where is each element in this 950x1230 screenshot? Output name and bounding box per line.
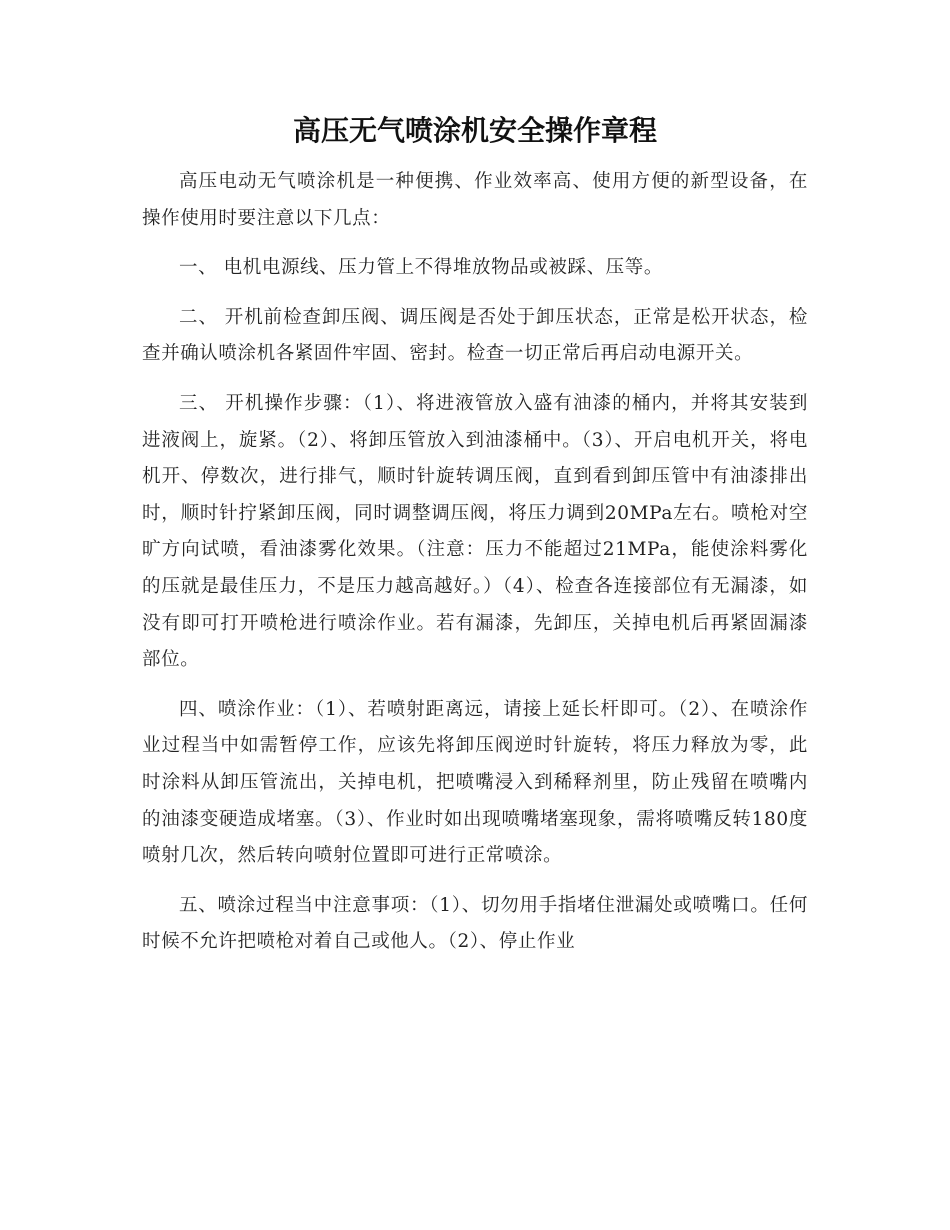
intro-paragraph: 高压电动无气喷涂机是一种便携、作业效率高、使用方便的新型设备，在操作使用时要注意以下几点：	[142, 171, 808, 229]
document-body	[142, 164, 808, 974]
paragraph-item-3: 三、 开机操作步骤：（1）、将进液管放入盛有油漆的桶内，并将其安装到进液阀上，旋紧。（2）、将卸压管放入到油漆桶中。（3）、开启电机开关，将电机开、停数次，进行排气，顺时针旋转调压阀，直到看到卸压管中有油漆排出时，顺时针拧紧卸压阀，同时调整调压阀，将压力调到20MPa左右。喷枪对空旷方向试喷，看油漆雾化效果。（注意：压力不能超过21MPa，能使涂料雾化的压就是最佳压力，不是压力越高越好。）（4）、检查各连接部位有无漏漆，如没有即可打开喷枪进行喷涂作业。若有漏漆，先卸压，关掉电机后再紧固漏漆部位。	[142, 392, 808, 671]
paragraph-item-2: 二、 开机前检查卸压阀、调压阀是否处于卸压状态，正常是松开状态，检查并确认喷涂机各紧固件牢固、密封。检查一切正常后再启动电源开关。	[142, 306, 808, 365]
paragraph-item-1: 一、 电机电源线、压力管上不得堆放物品或被踩、压等。	[179, 257, 663, 279]
document-title: 高压无气喷涂机安全操作章程	[292, 114, 657, 147]
paragraph-item-4: 四、喷涂作业：（1）、若喷射距离远，请接上延长杆即可。（2）、在喷涂作业过程当中如需暂停工作，应该先将卸压阀逆时针旋转，将压力释放为零，此时涂料从卸压管流出，关掉电机，把喷嘴浸入到稀释剂里，防止残留在喷嘴内的油漆变硬造成堵塞。（3）、作业时如出现喷嘴堵塞现象，需将喷嘴反转180度喷射几次，然后转向喷射位置即可进行正常喷涂。	[142, 698, 808, 867]
paragraph-item-5: 五、喷涂过程当中注意事项：（1）、切勿用手指堵住泄漏处或喷嘴口。任何时候不允许把喷枪对着自己或他人。（2）、停止作业	[142, 894, 808, 953]
